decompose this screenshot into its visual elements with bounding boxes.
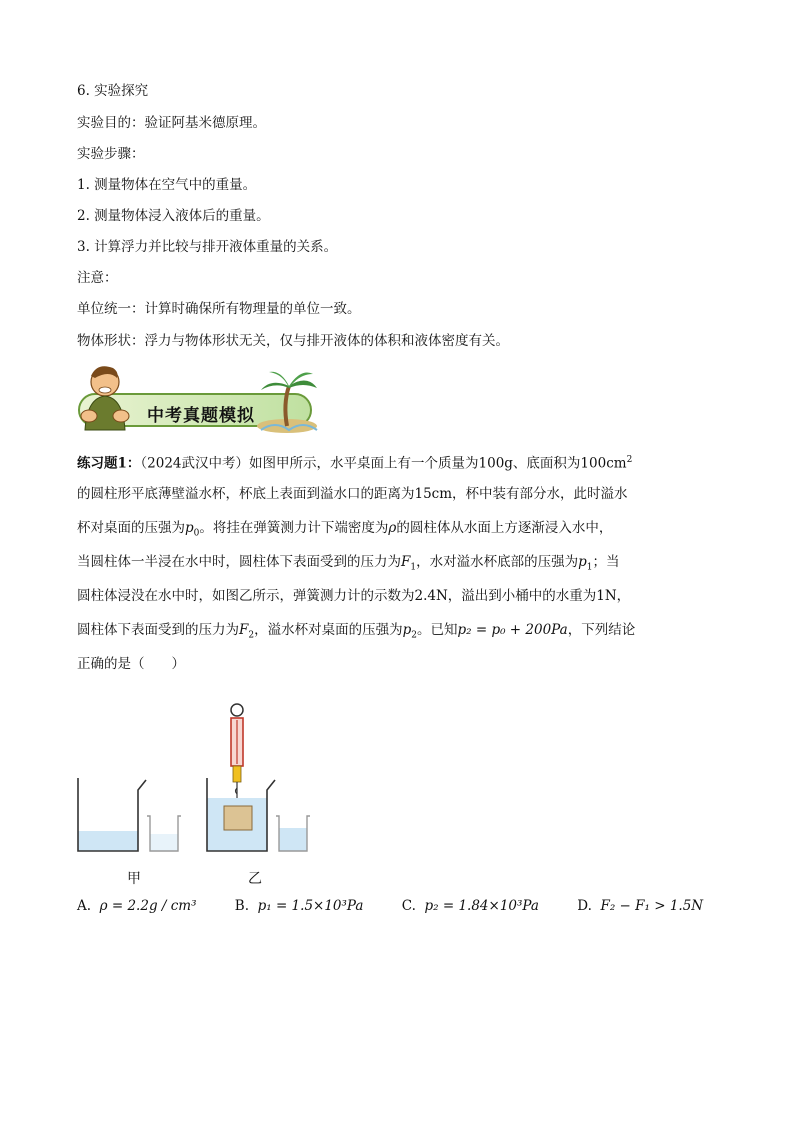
answer-options bbox=[77, 898, 737, 914]
exercise-label: 练习题1： bbox=[77, 455, 141, 472]
spring-scale bbox=[231, 704, 243, 806]
small-bucket-b bbox=[276, 816, 310, 851]
option-a[interactable]: A. ρ = 2.2g / cm³ bbox=[77, 898, 197, 914]
overflow-cup-b bbox=[207, 778, 275, 851]
banner-title: 中考真题模拟 bbox=[147, 406, 255, 426]
section-title: 6. 实验探究 bbox=[77, 83, 149, 99]
note-1: 单位统一：计算时确保所有物理量的单位一致。 bbox=[77, 301, 361, 317]
option-b[interactable]: B. p₁ = 1.5×10³Pa bbox=[234, 898, 364, 914]
experiment-purpose: 实验目的：验证阿基米德原理。 bbox=[77, 115, 266, 131]
note-label: 注意： bbox=[77, 270, 118, 286]
step-3: 3. 计算浮力并比较与排开液体重量的关系。 bbox=[77, 239, 338, 255]
steps-label: 实验步骤： bbox=[77, 146, 145, 162]
banner-graphic bbox=[75, 360, 320, 438]
step-1: 1. 测量物体在空气中的重量。 bbox=[77, 177, 257, 193]
overflow-cup-a bbox=[78, 778, 146, 851]
option-c[interactable]: C. p₂ = 1.84×10³Pa bbox=[401, 898, 539, 914]
note-2: 物体形状：浮力与物体形状无关，仅与排开液体的体积和液体密度有关。 bbox=[77, 333, 509, 349]
cylinder-block bbox=[224, 806, 252, 830]
figure-label-b: 乙 bbox=[248, 871, 262, 887]
option-d[interactable]: D. F₂ − F₁ > 1.5N bbox=[577, 898, 704, 914]
figure-label-a: 甲 bbox=[127, 871, 141, 887]
small-bucket-a bbox=[147, 816, 181, 851]
exercise-paragraph: 练习题1：（2024武汉中考）如图甲所示，水平桌面上有一个质量为100g、底面积为$100cm^2$ 的圆柱形平底薄壁溢水杯，杯底上表面到溢水口的距离为15cm，杯中装有部分水，此时溢水 杯对桌面的压强为$p_0$。将挂在弹簧测力计下端密度为ρ的圆柱体从水面上方逐渐浸入水中， 当圆柱体一半浸在水中时，圆柱体下表面受到的压力为$F_1$，水对溢水杯底部的压强为$p_1$；当 圆柱体浸没在水中时，如图乙所示，弹簧测力计的示数为2.4N，溢出到小桶中的水重为1N， 圆柱体下表面受到的压力为$F_2$，溢水杯对桌面的压强为$p_2$。已知p₂ = p₀ + 200Pa，下列结论 正确的是（ ） bbox=[77, 455, 636, 672]
experiment-figure bbox=[70, 698, 320, 888]
step-2: 2. 测量物体浸入液体后的重量。 bbox=[77, 208, 270, 224]
section-banner bbox=[75, 360, 320, 438]
overflow-cup-diagram bbox=[70, 698, 320, 888]
